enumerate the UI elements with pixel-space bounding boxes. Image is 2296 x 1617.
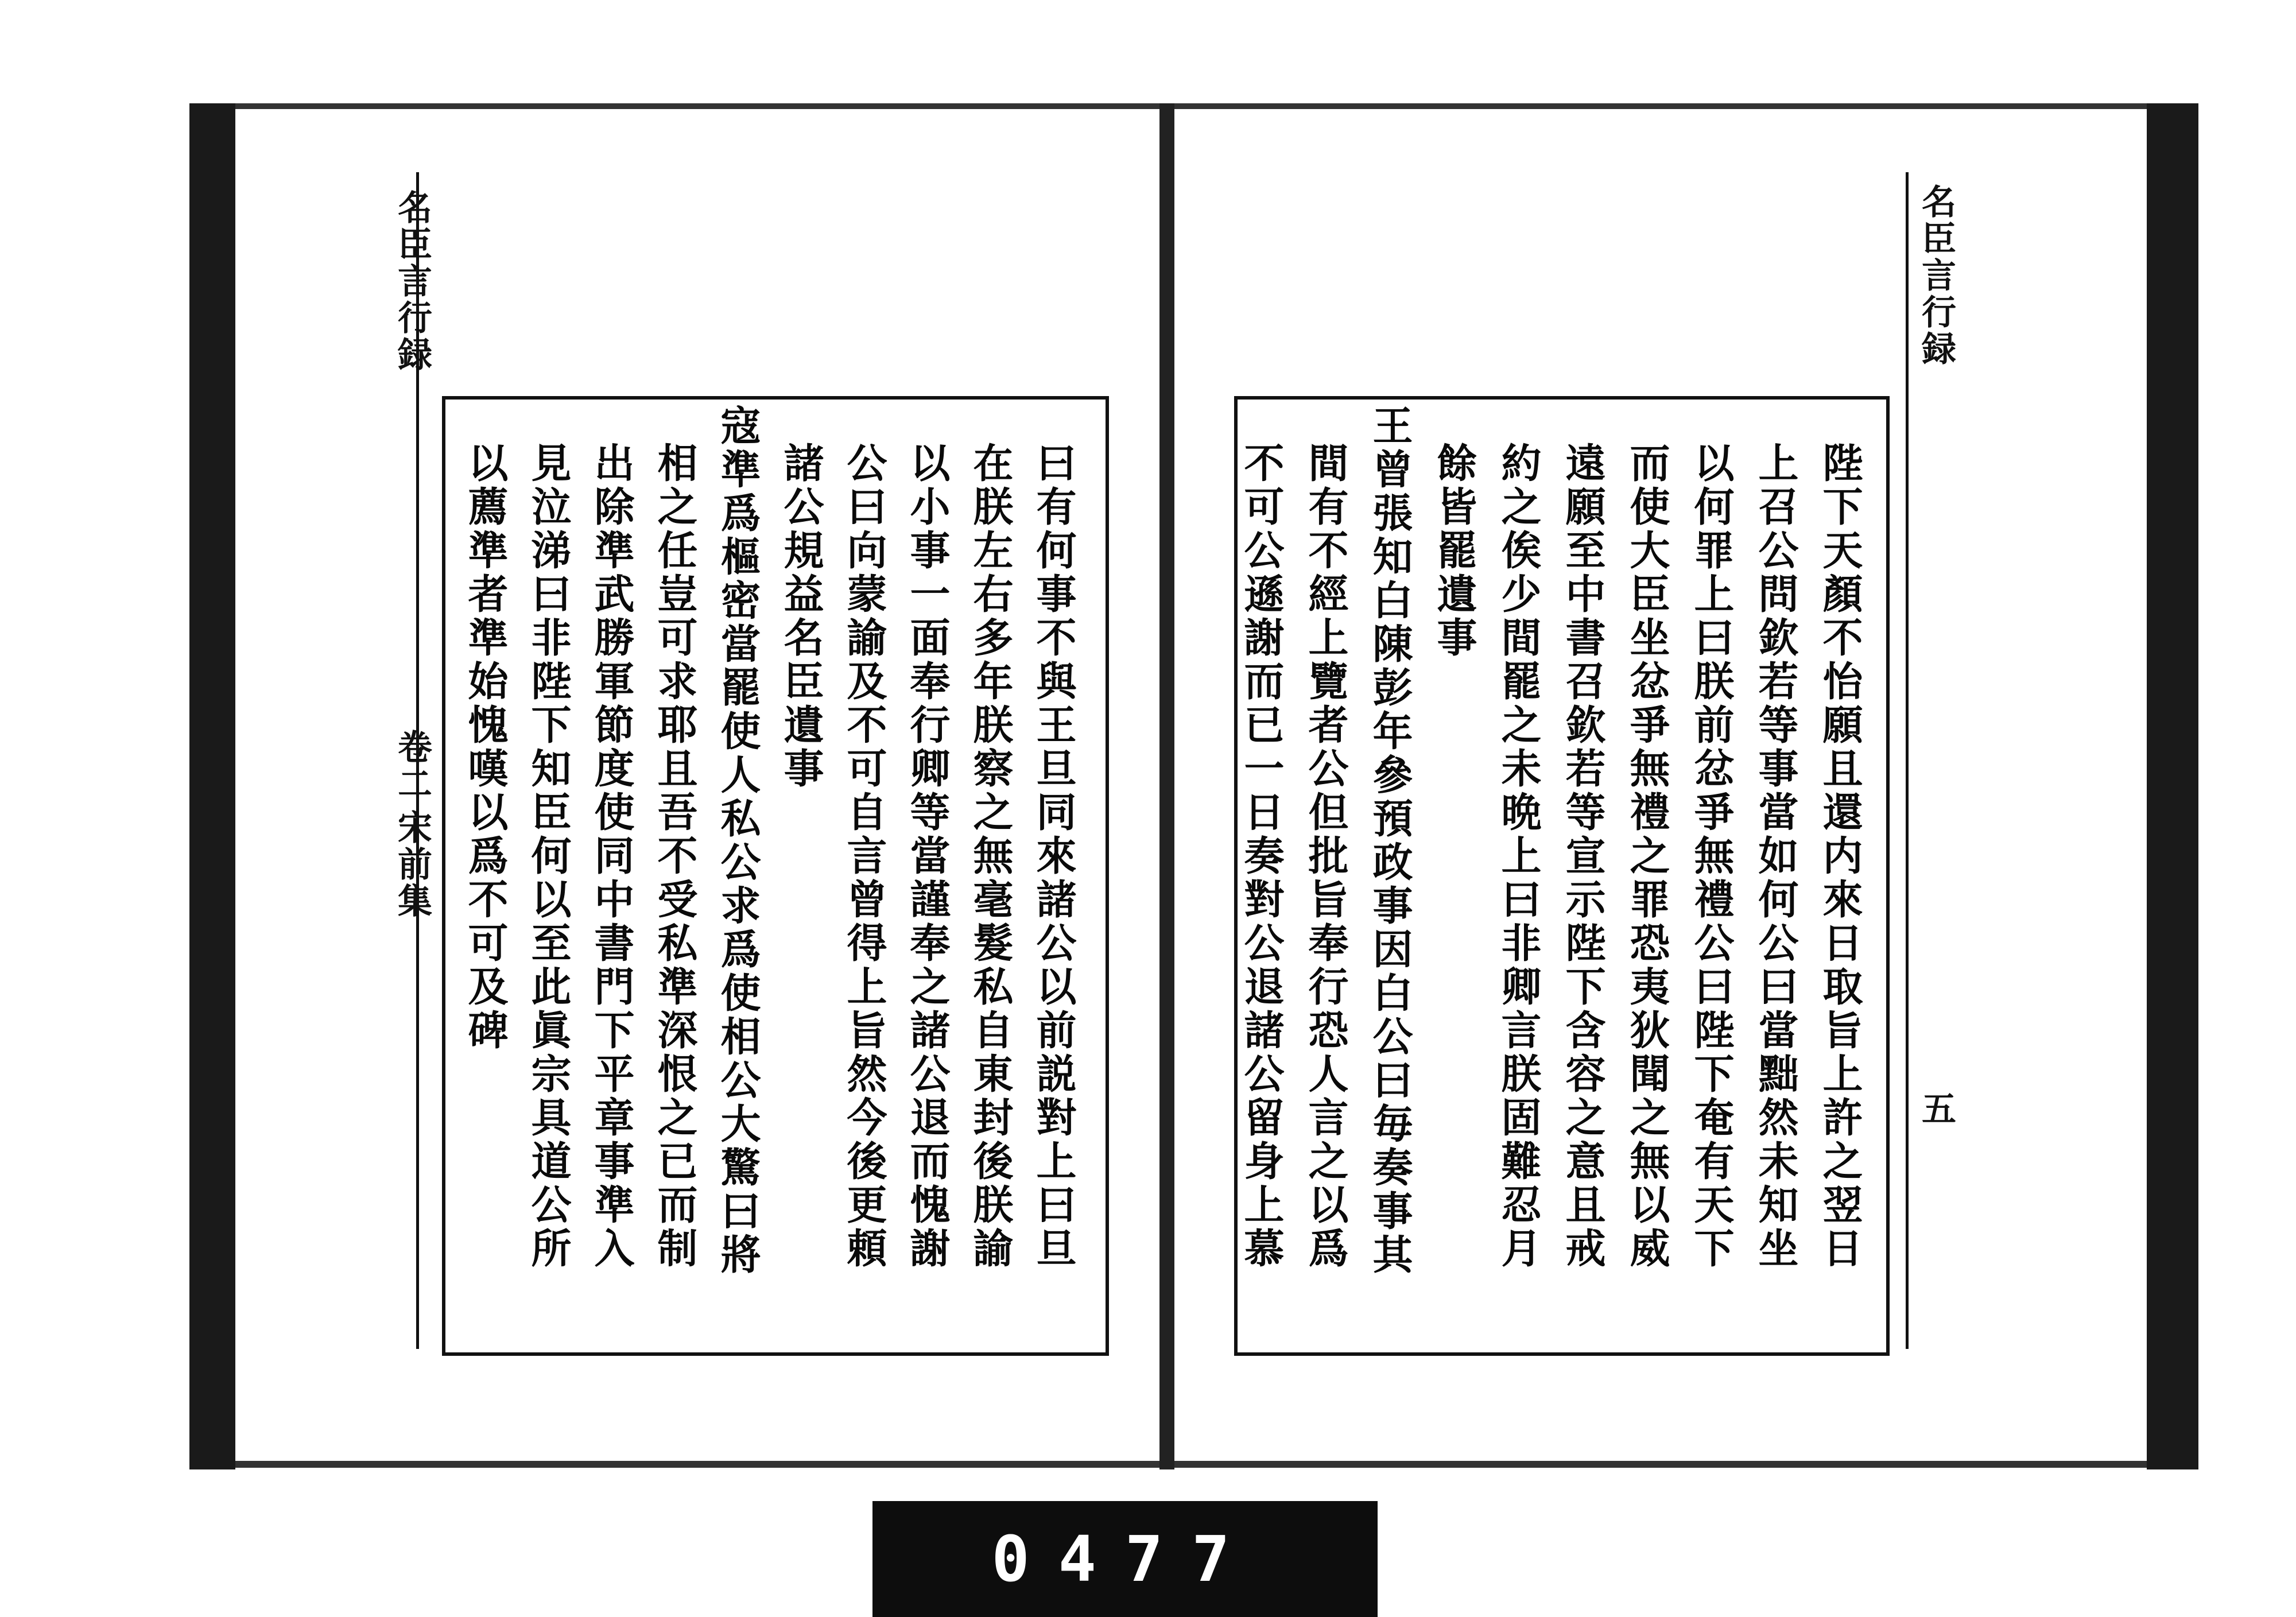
right-column-10: 不可公遜謝而已一日奏對公退諸公留身上慕 bbox=[1238, 442, 1285, 1271]
left-margin-title: 名臣言行録 bbox=[392, 189, 432, 373]
left-margin-collection: 宋前集 bbox=[392, 809, 432, 920]
right-column-8: 王曾張知白陳彭年參預政事因白公曰毎奏事其 bbox=[1366, 405, 1414, 1277]
left-column-8: 出除準武勝軍節度使同中書門下平章事準入 bbox=[588, 442, 635, 1271]
catalogue-number-label bbox=[872, 1501, 1378, 1617]
right-column-4: 而使大臣坐忿爭無禮之罪恐夷狄聞之無以威 bbox=[1623, 442, 1671, 1271]
left-column-6: 寇準爲樞密當罷使人私公求爲使相公大驚曰將 bbox=[714, 405, 762, 1277]
right-column-7: 餘皆罷遺事 bbox=[1430, 442, 1478, 660]
right-column-2: 上召公問欽若等事當如何公曰當黜然未知坐 bbox=[1752, 442, 1799, 1271]
catalogue-number: 0477 bbox=[991, 1522, 1259, 1596]
right-column-3: 以何罪上曰朕前忿爭無禮公曰陛下奄有天下 bbox=[1688, 442, 1735, 1271]
top-edge-line bbox=[189, 103, 2198, 109]
left-column-4: 公曰向蒙諭及不可自言曾得上旨然今後更頼 bbox=[840, 442, 888, 1271]
left-column-10: 以薦準者準始愧嘆以爲不可及碑 bbox=[461, 442, 509, 1053]
left-column-9: 見泣涕曰非陛下知臣何以至此眞宗具道公所 bbox=[525, 442, 572, 1271]
right-column-9: 間有不經上覽者公但批旨奉行恐人言之以爲 bbox=[1302, 442, 1349, 1271]
left-column-1: 曰有何事不與王旦同來諸公以前説對上曰旦 bbox=[1030, 442, 1077, 1271]
right-column-6: 約之俟少間罷之未晩上曰非卿言朕固難忍月 bbox=[1495, 442, 1542, 1271]
right-margin-title: 名臣言行録 bbox=[1916, 184, 1956, 367]
left-scan-edge bbox=[189, 103, 235, 1469]
left-column-5: 諸公規益名臣遺事 bbox=[777, 442, 825, 791]
right-folio: 五 bbox=[1916, 1091, 1956, 1127]
book-spine bbox=[1159, 103, 1174, 1469]
left-column-2: 在朕左右多年朕察之無毫髮私自東封後朕諭 bbox=[967, 442, 1014, 1271]
right-margin-rule bbox=[1906, 172, 1909, 1349]
right-column-5: 遠願至中書召欽若等宣示陛下含容之意且戒 bbox=[1559, 442, 1607, 1271]
bottom-edge-line bbox=[189, 1461, 2198, 1468]
left-column-3: 以小事一面奉行卿等當謹奉之諸公退而愧謝 bbox=[903, 442, 951, 1271]
right-scan-edge bbox=[2147, 103, 2198, 1469]
left-margin-volume: 卷二 bbox=[392, 729, 432, 802]
right-column-1: 陛下天顏不怡願且還内來日取旨上許之翌日 bbox=[1816, 442, 1864, 1271]
left-column-7: 相之任豈可求耶且吾不受私準深恨之已而制 bbox=[651, 442, 699, 1271]
